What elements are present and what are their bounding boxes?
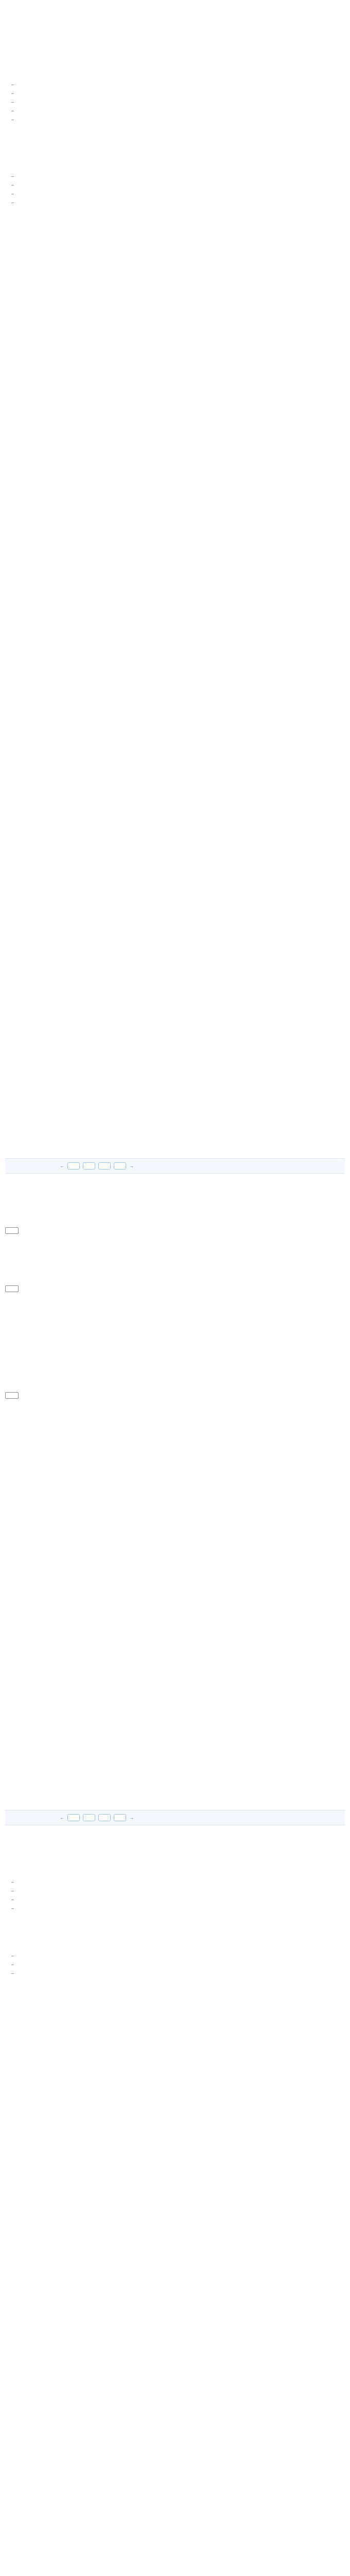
watermark — [5, 605, 345, 611]
paragraph — [5, 1489, 345, 1496]
paragraph — [5, 1431, 345, 1437]
watermark — [5, 1412, 345, 1418]
bullet-item — [5, 108, 345, 114]
paragraph — [5, 827, 345, 834]
paragraph — [5, 2046, 345, 2053]
paragraph — [5, 314, 345, 321]
morpheme-badge — [5, 1227, 19, 1234]
bullet-item — [5, 191, 345, 197]
paragraph — [5, 72, 345, 78]
paragraph — [5, 721, 345, 727]
paragraph — [5, 134, 345, 141]
paragraph — [5, 208, 345, 215]
bullet-item — [5, 199, 345, 206]
paragraph — [5, 1372, 345, 1379]
paragraph — [5, 2018, 345, 2024]
paragraph — [5, 1137, 345, 1143]
paragraph — [5, 1759, 345, 1766]
exercise-header — [5, 1810, 345, 1825]
paragraph — [5, 1295, 345, 1302]
paragraph — [5, 1059, 345, 1066]
paragraph — [5, 759, 345, 766]
paragraph — [5, 1624, 345, 1631]
paragraph — [5, 1923, 345, 1930]
paragraph — [5, 1450, 345, 1457]
paragraph — [5, 14, 345, 21]
paragraph — [5, 4, 345, 11]
paragraph — [5, 295, 345, 302]
watermark — [5, 808, 345, 814]
watermark — [5, 392, 345, 398]
paragraph — [5, 1643, 345, 1650]
paragraph — [5, 1605, 345, 1612]
paragraph — [5, 498, 345, 505]
exercise-nav-chip[interactable] — [67, 1814, 80, 1821]
exercise-nav-chip[interactable] — [83, 1814, 95, 1821]
paragraph — [5, 953, 345, 959]
paragraph — [5, 1528, 345, 1534]
paragraph — [5, 460, 345, 466]
paragraph — [5, 924, 345, 930]
paragraph — [5, 1098, 345, 1105]
paragraph — [5, 1998, 345, 2005]
watermark — [5, 1305, 345, 1311]
paragraph — [5, 363, 345, 369]
paragraph — [5, 227, 345, 234]
paragraph — [5, 904, 345, 911]
watermark — [5, 1353, 345, 1360]
paragraph — [5, 837, 345, 843]
morpheme-line — [5, 1392, 345, 1399]
paragraph — [5, 1363, 345, 1369]
paragraph — [5, 450, 345, 456]
paragraph — [5, 1769, 345, 1776]
paragraph — [5, 972, 345, 979]
paragraph — [5, 285, 345, 292]
paragraph — [5, 1721, 345, 1727]
paragraph — [5, 750, 345, 756]
paragraph — [5, 440, 345, 447]
paragraph — [5, 701, 345, 708]
watermark — [5, 769, 345, 775]
paragraph — [5, 382, 345, 389]
bullet-item — [5, 1879, 345, 1886]
paragraph — [5, 991, 345, 998]
paragraph — [5, 2056, 345, 2063]
watermark — [5, 1108, 345, 1114]
morpheme-badge — [5, 1392, 19, 1399]
exercise-nav — [60, 1162, 134, 1170]
paragraph — [5, 537, 345, 544]
paragraph — [5, 1217, 345, 1224]
paragraph — [5, 1682, 345, 1689]
paragraph — [5, 1078, 345, 1085]
watermark — [5, 518, 345, 524]
watermark — [5, 1799, 345, 1805]
paragraph — [5, 866, 345, 872]
morpheme-line — [5, 1227, 345, 1234]
paragraph — [5, 144, 345, 151]
paragraph — [5, 1334, 345, 1341]
watermark — [5, 1914, 345, 1920]
watermark — [5, 218, 345, 224]
exercise-nav-chip[interactable] — [114, 1814, 126, 1821]
paragraph — [5, 1088, 345, 1095]
paragraph — [5, 778, 345, 785]
watermark — [5, 982, 345, 988]
paragraph — [5, 401, 345, 408]
paragraph — [5, 43, 345, 49]
paragraph — [5, 324, 345, 331]
paragraph — [5, 962, 345, 969]
paragraph — [5, 943, 345, 950]
exercise-nav-chip[interactable] — [83, 1162, 95, 1170]
paragraph — [5, 914, 345, 921]
paragraph — [5, 2037, 345, 2043]
exercise-nav-chip[interactable] — [98, 1162, 111, 1170]
paragraph — [5, 1402, 345, 1409]
exercise-nav-chip[interactable] — [98, 1814, 111, 1821]
paragraph — [5, 488, 345, 495]
paragraph — [5, 33, 345, 40]
watermark — [5, 2027, 345, 2033]
paragraph — [5, 1049, 345, 1056]
paragraph — [5, 1869, 345, 1876]
bullet-item — [5, 99, 345, 106]
paragraph — [5, 1663, 345, 1670]
paragraph — [5, 885, 345, 892]
watermark — [5, 895, 345, 901]
paragraph — [5, 798, 345, 805]
paragraph — [5, 1595, 345, 1602]
paragraph — [5, 1779, 345, 1786]
paragraph — [5, 237, 345, 244]
paragraph — [5, 643, 345, 650]
watermark — [5, 653, 345, 659]
watermark — [5, 1634, 345, 1640]
paragraph — [5, 1566, 345, 1573]
watermark — [5, 24, 345, 30]
watermark — [5, 305, 345, 311]
watermark — [5, 692, 345, 698]
watermark — [5, 846, 345, 853]
watermark — [5, 1460, 345, 1466]
paragraph — [5, 1179, 345, 1185]
paragraph — [5, 1479, 345, 1486]
exercise-nav — [60, 1814, 134, 1821]
paragraph — [5, 856, 345, 862]
paragraph — [5, 527, 345, 534]
paragraph — [5, 1731, 345, 1737]
watermark — [5, 53, 345, 59]
paragraph — [5, 421, 345, 428]
paragraph — [5, 1702, 345, 1708]
arrow-right-icon[interactable]: → — [129, 1815, 134, 1821]
watermark — [5, 1673, 345, 1679]
paragraph — [5, 1208, 345, 1214]
paragraph — [5, 740, 345, 747]
paragraph — [5, 1692, 345, 1699]
watermark — [5, 1850, 345, 1856]
watermark — [5, 479, 345, 485]
paragraph — [5, 1537, 345, 1544]
paragraph — [5, 585, 345, 592]
arrow-left-icon[interactable]: ← — [60, 1163, 64, 1168]
paragraph — [5, 663, 345, 669]
watermark — [5, 1247, 345, 1253]
paragraph — [5, 1382, 345, 1389]
paragraph — [5, 1943, 345, 1950]
paragraph — [5, 788, 345, 795]
paragraph — [5, 163, 345, 170]
paragraph — [5, 266, 345, 273]
paragraph — [5, 1789, 345, 1795]
bullet-item — [5, 1961, 345, 1968]
paragraph — [5, 711, 345, 718]
bullet-item — [5, 116, 345, 123]
paragraph — [5, 595, 345, 602]
bullet-item — [5, 173, 345, 180]
paragraph — [5, 1040, 345, 1046]
paragraph — [5, 1933, 345, 1940]
paragraph — [5, 1840, 345, 1847]
paragraph — [5, 547, 345, 553]
arrow-right-icon[interactable]: → — [129, 1163, 134, 1168]
paragraph — [5, 1146, 345, 1153]
paragraph — [5, 634, 345, 640]
paragraph — [5, 1117, 345, 1124]
paragraph — [5, 1831, 345, 1837]
paragraph — [5, 1324, 345, 1331]
bullet-item — [5, 182, 345, 189]
watermark — [5, 1711, 345, 1718]
paragraph — [5, 1653, 345, 1660]
paragraph — [5, 334, 345, 341]
watermark — [5, 431, 345, 437]
paragraph — [5, 1988, 345, 1995]
paragraph — [5, 1198, 345, 1205]
paragraph — [5, 1421, 345, 1428]
watermark — [5, 125, 345, 131]
watermark — [5, 353, 345, 360]
exercise-header — [5, 1158, 345, 1174]
paragraph — [5, 1518, 345, 1524]
paragraph — [5, 2008, 345, 2014]
paragraph — [5, 411, 345, 418]
watermark — [5, 154, 345, 160]
morpheme-badge — [5, 1285, 19, 1292]
paragraph — [5, 875, 345, 882]
bullet-item — [5, 1888, 345, 1894]
paragraph — [5, 1440, 345, 1447]
morpheme-line — [5, 1285, 345, 1292]
paragraph — [5, 556, 345, 563]
paragraph — [5, 508, 345, 515]
paragraph — [5, 575, 345, 582]
paragraph — [5, 1237, 345, 1244]
paragraph — [5, 1276, 345, 1282]
watermark — [5, 1979, 345, 1985]
watermark — [5, 257, 345, 263]
watermark — [5, 1586, 345, 1592]
watermark — [5, 1021, 345, 1027]
paragraph — [5, 1001, 345, 1008]
paragraph — [5, 1011, 345, 1018]
paragraph — [5, 614, 345, 621]
paragraph — [5, 1615, 345, 1621]
bullet-item — [5, 81, 345, 88]
paragraph — [5, 469, 345, 476]
bullet-item — [5, 1905, 345, 1912]
paragraph — [5, 1344, 345, 1350]
exercise-nav-chip[interactable] — [114, 1162, 126, 1170]
exercise-nav-chip[interactable] — [67, 1162, 80, 1170]
paragraph — [5, 247, 345, 253]
bullet-item — [5, 90, 345, 97]
watermark — [5, 1189, 345, 1195]
paragraph — [5, 1469, 345, 1476]
paragraph — [5, 1859, 345, 1866]
watermark — [5, 1750, 345, 1756]
bullet-item — [5, 1970, 345, 1977]
watermark — [5, 1069, 345, 1075]
watermark — [5, 934, 345, 940]
paragraph — [5, 372, 345, 379]
paragraph — [5, 817, 345, 824]
arrow-left-icon[interactable]: ← — [60, 1815, 64, 1821]
paragraph — [5, 276, 345, 282]
bullet-item — [5, 1896, 345, 1903]
paragraph — [5, 62, 345, 69]
paragraph — [5, 1576, 345, 1583]
watermark — [5, 1499, 345, 1505]
bullet-item — [5, 1953, 345, 1959]
paragraph — [5, 1266, 345, 1273]
paragraph — [5, 1740, 345, 1747]
paragraph — [5, 1127, 345, 1133]
watermark — [5, 731, 345, 737]
paragraph — [5, 1256, 345, 1263]
paragraph — [5, 1314, 345, 1321]
paragraph — [5, 624, 345, 631]
paragraph — [5, 1556, 345, 1563]
paragraph — [5, 682, 345, 689]
watermark — [5, 566, 345, 572]
paragraph — [5, 672, 345, 679]
watermark — [5, 1547, 345, 1553]
paragraph — [5, 1030, 345, 1037]
paragraph — [5, 344, 345, 350]
paragraph — [5, 1508, 345, 1515]
